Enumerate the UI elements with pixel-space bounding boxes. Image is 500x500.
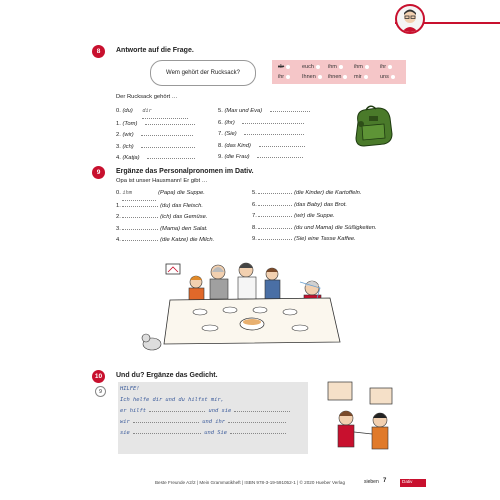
exercise-10-badge: 10 [92, 370, 105, 383]
answer-line[interactable] [122, 217, 158, 218]
exercise-8-right-list [218, 106, 310, 164]
poem-line: er hilft und sie [120, 406, 290, 417]
list-item: 0. (du) dir [116, 106, 195, 119]
pronoun-item: ihr [278, 74, 290, 80]
list-item: 3. (ich) [116, 142, 195, 154]
list-item: 0. ihm (Papa) die Suppe. [116, 188, 214, 201]
list-item: 8. (du und Mama) die Süßigkeiten. [252, 224, 377, 231]
pronoun-item: ihr [380, 64, 392, 70]
audio-track-icon[interactable]: 9 [95, 386, 106, 397]
answer-line[interactable] [228, 422, 286, 423]
list-item: 6. (das Baby) das Brot. [252, 201, 347, 208]
poem-line: Ich helfe dir und du hilfst mir, [120, 397, 224, 403]
exercise-8-badge: 8 [92, 45, 105, 58]
answer-line[interactable] [122, 229, 158, 230]
list-item: 5. (Max und Eva) [218, 106, 310, 118]
answer-line[interactable] [234, 411, 290, 412]
poem-line: sie und Sie [120, 428, 290, 439]
exercise-8-title: Antworte auf die Frage. [116, 47, 194, 54]
answer-line[interactable] [258, 239, 292, 240]
pronoun-item: mir [354, 74, 368, 80]
answer-line[interactable] [122, 240, 158, 241]
pronoun-item: ihm [328, 64, 343, 70]
list-item: 7. (wir) die Suppe. [252, 213, 335, 219]
pronoun-item: euch [302, 64, 320, 70]
list-item: 4. (Katja) [116, 153, 195, 165]
poem-line: HILFE! [120, 386, 140, 392]
list-item: 2. (ich) das Gemüse. [116, 214, 208, 220]
answer-line[interactable] [230, 433, 286, 434]
list-item: 9. (Sie) eine Tasse Kaffee. [252, 236, 356, 242]
exercise-9-left-list [116, 188, 214, 247]
list-item: 3. (Mama) den Salat. [116, 225, 208, 232]
exercise-9-title: Ergänze das Personalpronomen im Dativ. [116, 168, 254, 175]
answer-line[interactable] [242, 123, 304, 124]
answer-line[interactable]: ihm [122, 188, 156, 201]
answer-line[interactable] [270, 111, 310, 112]
exercise-8-intro: Der Rucksack gehört … [116, 94, 178, 100]
speech-bubble: Wem gehört der Rucksack? [150, 60, 256, 86]
list-item: 8. (das Kind) [218, 141, 310, 153]
page-number: 7 [383, 478, 387, 484]
exercise-9-right-list [252, 188, 377, 246]
footer-text: Beste Freunde A2/2 | Mein Grammatikheft | ISBN 978-3-19-591052-1 | © 2020 Hueber Verlag [154, 480, 346, 485]
list-item: 2. (wir) [116, 130, 195, 142]
pronoun-box [272, 60, 406, 84]
topic-tag: Dativ [400, 479, 426, 487]
answer-line[interactable] [147, 158, 195, 159]
answer-line[interactable] [145, 124, 195, 125]
answer-line[interactable] [258, 193, 292, 194]
page-word: sieben [364, 479, 379, 485]
answer-line[interactable]: dir [142, 106, 188, 119]
exercise-8-left-list [116, 106, 195, 165]
list-item: 9. (die Frau) [218, 152, 310, 164]
answer-line[interactable] [133, 433, 201, 434]
helping-kids-illustration [318, 378, 410, 454]
answer-line[interactable] [141, 135, 193, 136]
answer-line[interactable] [258, 228, 292, 229]
pronoun-item: ihm [354, 64, 369, 70]
list-item: 7. (Sie) [218, 129, 310, 141]
exercise-9-badge: 9 [92, 166, 105, 179]
family-dinner-illustration [140, 252, 352, 364]
answer-line[interactable] [258, 205, 292, 206]
answer-line[interactable] [257, 157, 303, 158]
answer-line[interactable] [258, 216, 292, 217]
answer-line[interactable] [122, 206, 158, 207]
list-item: 5. (die Kinder) die Kartoffeln. [252, 190, 362, 196]
poem-lines [120, 384, 290, 439]
list-item: 4. (die Katze) die Milch. [116, 237, 215, 243]
pronoun-item: ihnen [328, 74, 347, 80]
pronoun-item: Ihnen [302, 74, 322, 80]
exercise-9-intro: Opa ist unser Hausmann! Er gibt … [116, 178, 208, 184]
answer-line[interactable] [149, 411, 205, 412]
pronoun-item: dir [278, 64, 290, 70]
backpack-icon [352, 104, 394, 148]
answer-line[interactable] [133, 422, 199, 423]
list-item: 1. (du) das Fleisch. [116, 202, 203, 209]
pronoun-item: uns [380, 74, 395, 80]
list-item: 1. (Tom) [116, 119, 195, 131]
answer-line[interactable] [244, 134, 304, 135]
exercise-10-title: Und du? Ergänze das Gedicht. [116, 372, 218, 379]
poem-line: wir und ihr [120, 417, 290, 428]
answer-line[interactable] [141, 147, 195, 148]
list-item: 6. (ihr) [218, 118, 310, 130]
answer-line[interactable] [259, 146, 305, 147]
boy-avatar-icon [395, 4, 425, 34]
